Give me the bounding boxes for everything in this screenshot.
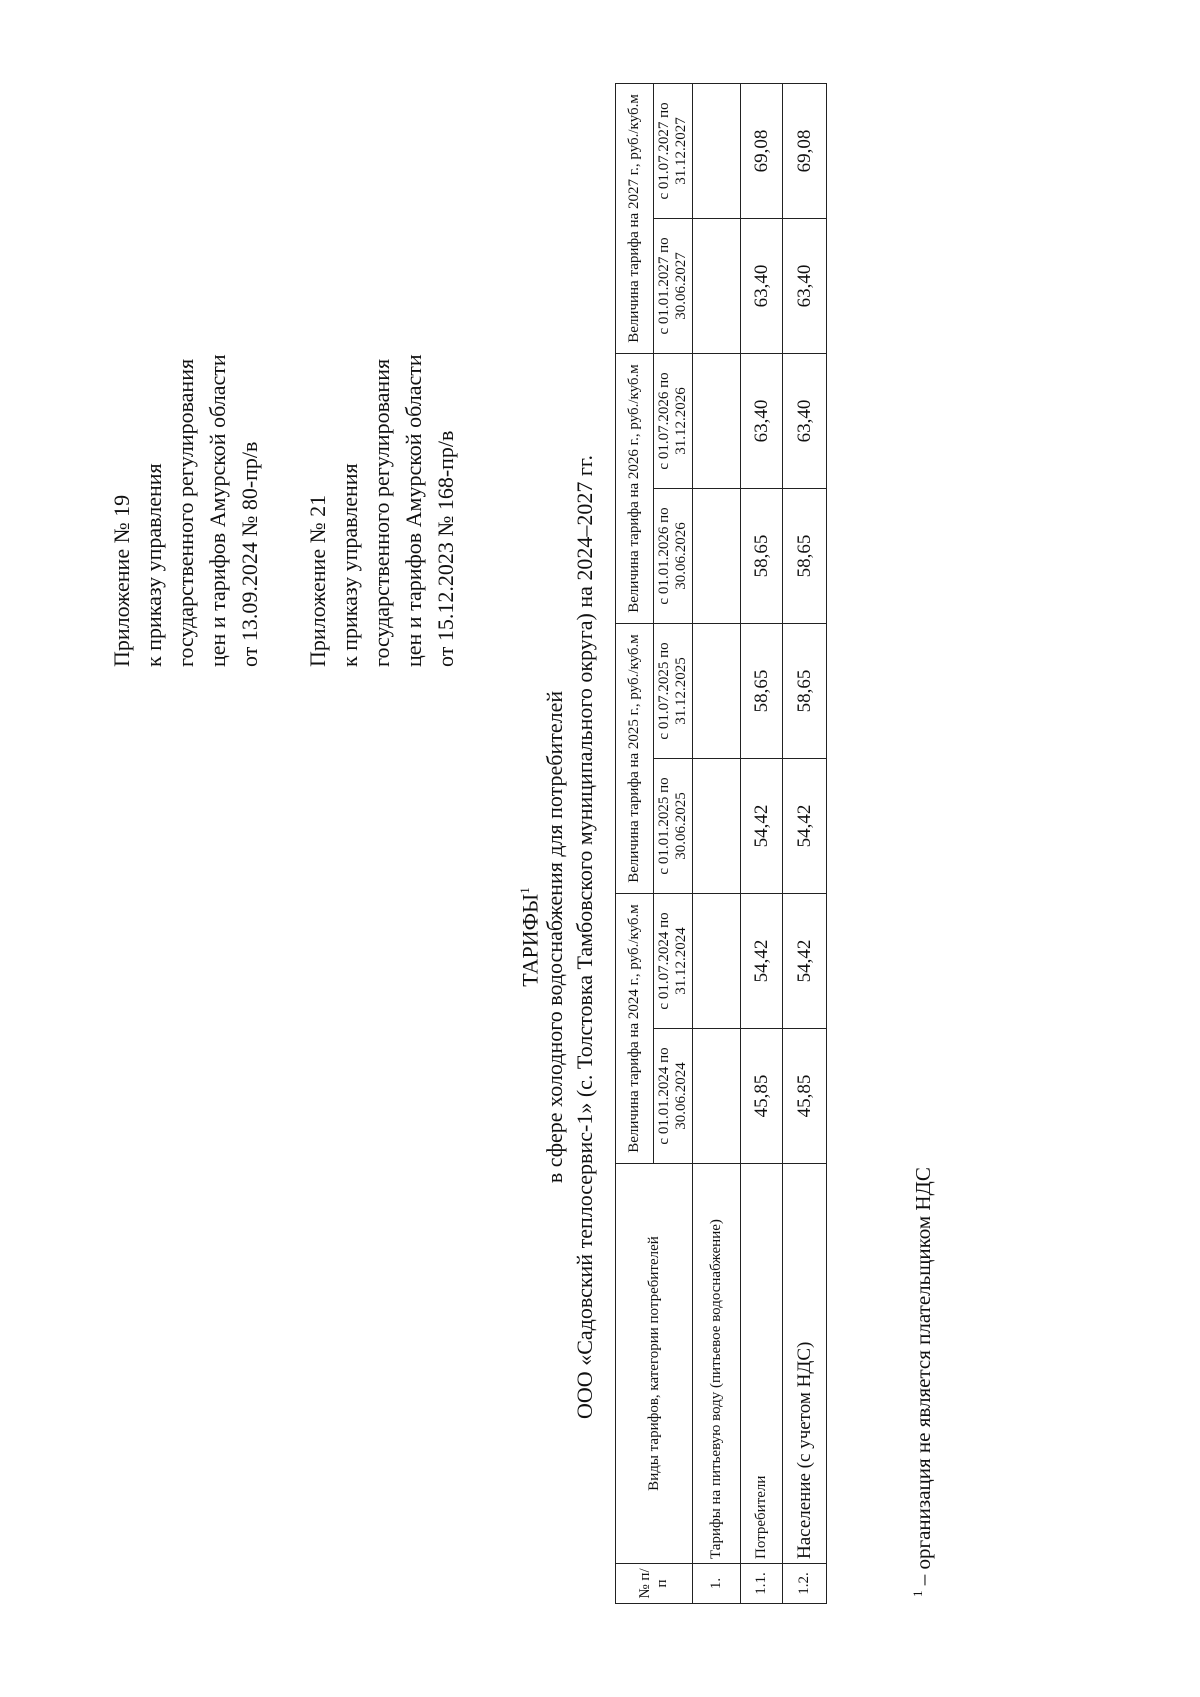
period-cell: с 01.07.2027 по 31.12.2027 xyxy=(654,83,693,218)
appendix-21-block xyxy=(302,354,462,667)
row-value xyxy=(693,623,741,758)
header-year-2024: Величина тарифа на 2024 г., руб./куб.м xyxy=(616,893,654,1163)
header-year-2027: Величина тарифа на 2027 г., руб./куб.м xyxy=(616,83,654,353)
row-value: 45,85 xyxy=(741,1029,783,1164)
table-row xyxy=(741,83,783,1603)
row-value: 63,40 xyxy=(741,218,783,353)
footnote-mark: 1 xyxy=(910,1590,925,1597)
row-value xyxy=(693,83,741,218)
row-label: Тарифы на питьевую воду (питьевое водоснабжение) xyxy=(693,1164,741,1564)
period-cell: с 01.07.2025 по 31.12.2025 xyxy=(654,623,693,758)
period-cell: с 01.07.2026 по 31.12.2026 xyxy=(654,353,693,488)
row-value: 58,65 xyxy=(741,623,783,758)
appendix-line: государственного регулирования xyxy=(173,358,198,667)
appendix-line: цен и тарифов Амурской области xyxy=(205,354,230,667)
header-row xyxy=(616,83,654,1603)
appendix-line: от 15.12.2023 № 168-пр/в xyxy=(433,430,458,667)
appendix-line: цен и тарифов Амурской области xyxy=(401,354,426,667)
row-value: 58,65 xyxy=(741,488,783,623)
row-value: 63,40 xyxy=(783,353,827,488)
row-value: 54,42 xyxy=(741,893,783,1028)
row-value: 54,42 xyxy=(783,893,827,1028)
row-value xyxy=(693,758,741,893)
row-value: 54,42 xyxy=(741,758,783,893)
row-label: Население (с учетом НДС) xyxy=(783,1164,827,1564)
row-value xyxy=(693,218,741,353)
tariff-table xyxy=(615,83,827,1604)
row-value xyxy=(693,488,741,623)
header-year-2025: Величина тарифа на 2025 г., руб./куб.м xyxy=(616,623,654,893)
row-value: 58,65 xyxy=(783,488,827,623)
row-num: 1. xyxy=(693,1564,741,1604)
row-value: 63,40 xyxy=(741,353,783,488)
row-value: 63,40 xyxy=(783,218,827,353)
footnote xyxy=(910,1167,936,1597)
table-row xyxy=(693,83,741,1603)
footnote-text: – организация не является плательщиком НДС xyxy=(911,1167,935,1591)
table-row xyxy=(783,83,827,1603)
appendix-line: от 13.09.2024 № 80-пр/в xyxy=(237,441,262,667)
appendix-line: Приложение № 21 xyxy=(305,494,330,667)
row-value: 54,42 xyxy=(783,758,827,893)
row-value: 58,65 xyxy=(783,623,827,758)
period-cell: с 01.01.2025 по 30.06.2025 xyxy=(654,758,693,893)
row-label: Потребители xyxy=(741,1164,783,1564)
period-cell: с 01.07.2024 по 31.12.2024 xyxy=(654,893,693,1028)
row-value xyxy=(693,1029,741,1164)
row-num: 1.1. xyxy=(741,1564,783,1604)
header-year-2026: Величина тарифа на 2026 г., руб./куб.м xyxy=(616,353,654,623)
appendix-line: Приложение № 19 xyxy=(109,494,134,667)
appendix-line: государственного регулирования xyxy=(369,358,394,667)
header-num: № п/п xyxy=(616,1564,693,1604)
row-value xyxy=(693,893,741,1028)
period-cell: с 01.01.2026 по 30.06.2026 xyxy=(654,488,693,623)
appendix-line: к приказу управления xyxy=(141,463,166,667)
row-value: 69,08 xyxy=(783,83,827,218)
title-subline: в сфере холодного водоснабжения для потребителей xyxy=(542,690,567,1184)
period-cell: с 01.01.2024 по 30.06.2024 xyxy=(654,1029,693,1164)
header-kind: Виды тарифов, категории потребителей xyxy=(616,1164,693,1564)
title-organization: ООО «Садовский теплосервис-1» (с. Толстовка Тамбовского муниципального округа) на 2024–2027 гг. xyxy=(572,455,597,1419)
row-value: 69,08 xyxy=(741,83,783,218)
row-value xyxy=(693,353,741,488)
title-heading: ТАРИФЫ xyxy=(517,893,543,987)
appendix-19-block xyxy=(106,354,266,667)
row-num: 1.2. xyxy=(783,1564,827,1604)
appendix-line: к приказу управления xyxy=(337,463,362,667)
title-footnote-mark: 1 xyxy=(517,887,532,894)
period-cell: с 01.01.2027 по 30.06.2027 xyxy=(654,218,693,353)
row-value: 45,85 xyxy=(783,1029,827,1164)
